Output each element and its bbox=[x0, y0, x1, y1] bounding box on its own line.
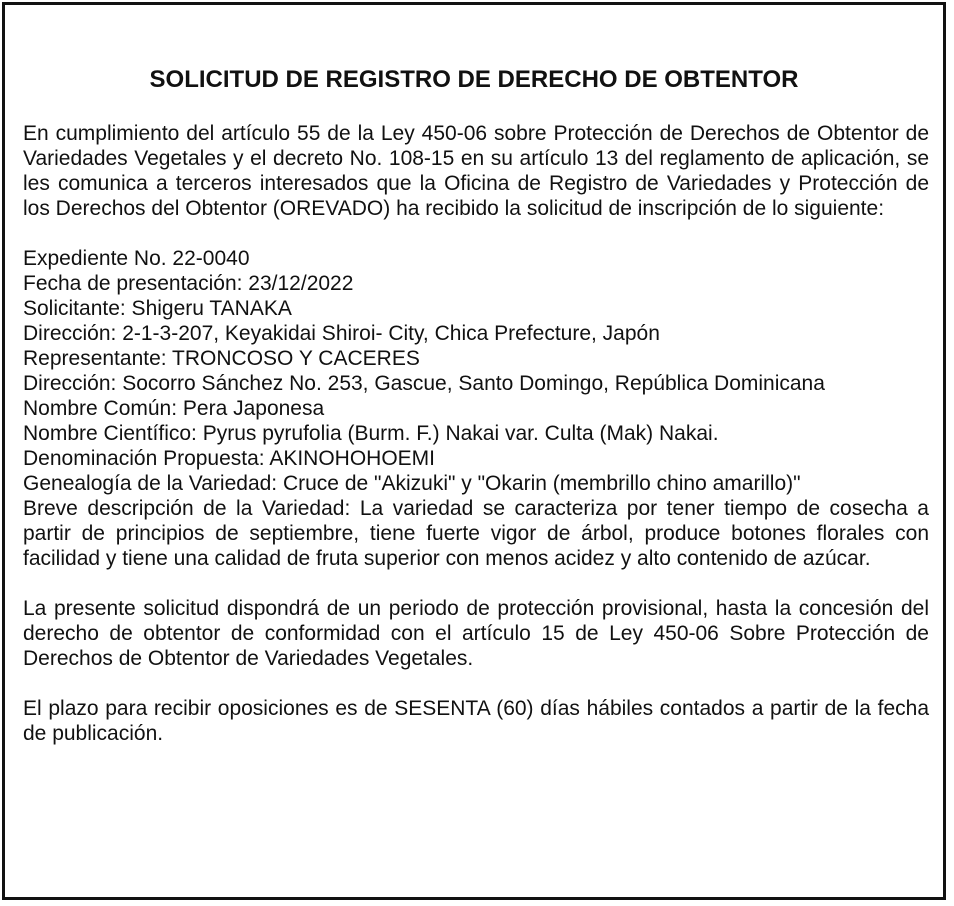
applicant: Solicitante: Shigeru TANAKA bbox=[23, 297, 292, 320]
protection-paragraph: La presente solicitud dispondrá de un periodo de protección provisional, hasta la concesión del derecho de obtentor de conformidad con el artículo 15 de Ley 450-06 Sobre Protección de Derechos de Obtentor de Variedades Vegetales. bbox=[23, 597, 929, 670]
deadline-paragraph: El plazo para recibir oposiciones es de SESENTA (60) días hábiles contados a partir de la fecha de publicación. bbox=[23, 697, 929, 745]
scientific-name: Nombre Científico: Pyrus pyrufolia (Burm. F.) Nakai var. Culta (Mak) Nakai. bbox=[23, 422, 719, 445]
representative: Representante: TRONCOSO Y CACERES bbox=[23, 347, 420, 370]
paragraph-gap bbox=[23, 571, 929, 596]
paragraph-gap bbox=[23, 671, 929, 696]
notice-body bbox=[23, 121, 929, 746]
applicant-address: Dirección: 2-1-3-207, Keyakidai Shiroi- City, Chica Prefecture, Japón bbox=[23, 322, 660, 345]
proposed-denomination: Denominación Propuesta: AKINOHOHOEMI bbox=[23, 447, 436, 470]
application-details bbox=[23, 246, 929, 571]
variety-genealogy: Genealogía de la Variedad: Cruce de "Akizuki" y "Okarin (membrillo chino amarillo)" bbox=[23, 472, 801, 495]
notice-title: SOLICITUD DE REGISTRO DE DERECHO DE OBTENTOR bbox=[149, 66, 799, 93]
common-name: Nombre Común: Pera Japonesa bbox=[23, 397, 325, 420]
paragraph-gap bbox=[23, 221, 929, 246]
submission-date: Fecha de presentación: 23/12/2022 bbox=[23, 272, 354, 295]
intro-paragraph: En cumplimiento del artículo 55 de la Ley 450-06 sobre Protección de Derechos de Obtentor de Variedades Vegetales y el decreto No. 108-15 en su artículo 13 del reglamento de aplicación, se les comunica a terceros interesados que la Oficina de Registro de Variedades y Protección de los Derechos del Obtentor (OREVADO) ha recibido la solicitud de inscripción de lo siguiente: bbox=[23, 122, 929, 220]
variety-description: Breve descripción de la Variedad: La variedad se caracteriza por tener tiempo de cosecha a partir de principios de septiembre, tiene fuerte vigor de árbol, produce botones florales con facilidad y tiene una calidad de fruta superior con menos acidez y alto contenido de azúcar. bbox=[23, 497, 929, 570]
representative-address: Dirección: Socorro Sánchez No. 253, Gascue, Santo Domingo, República Dominicana bbox=[23, 372, 825, 395]
file-number: Expediente No. 22-0040 bbox=[23, 247, 250, 270]
legal-notice bbox=[2, 2, 946, 900]
